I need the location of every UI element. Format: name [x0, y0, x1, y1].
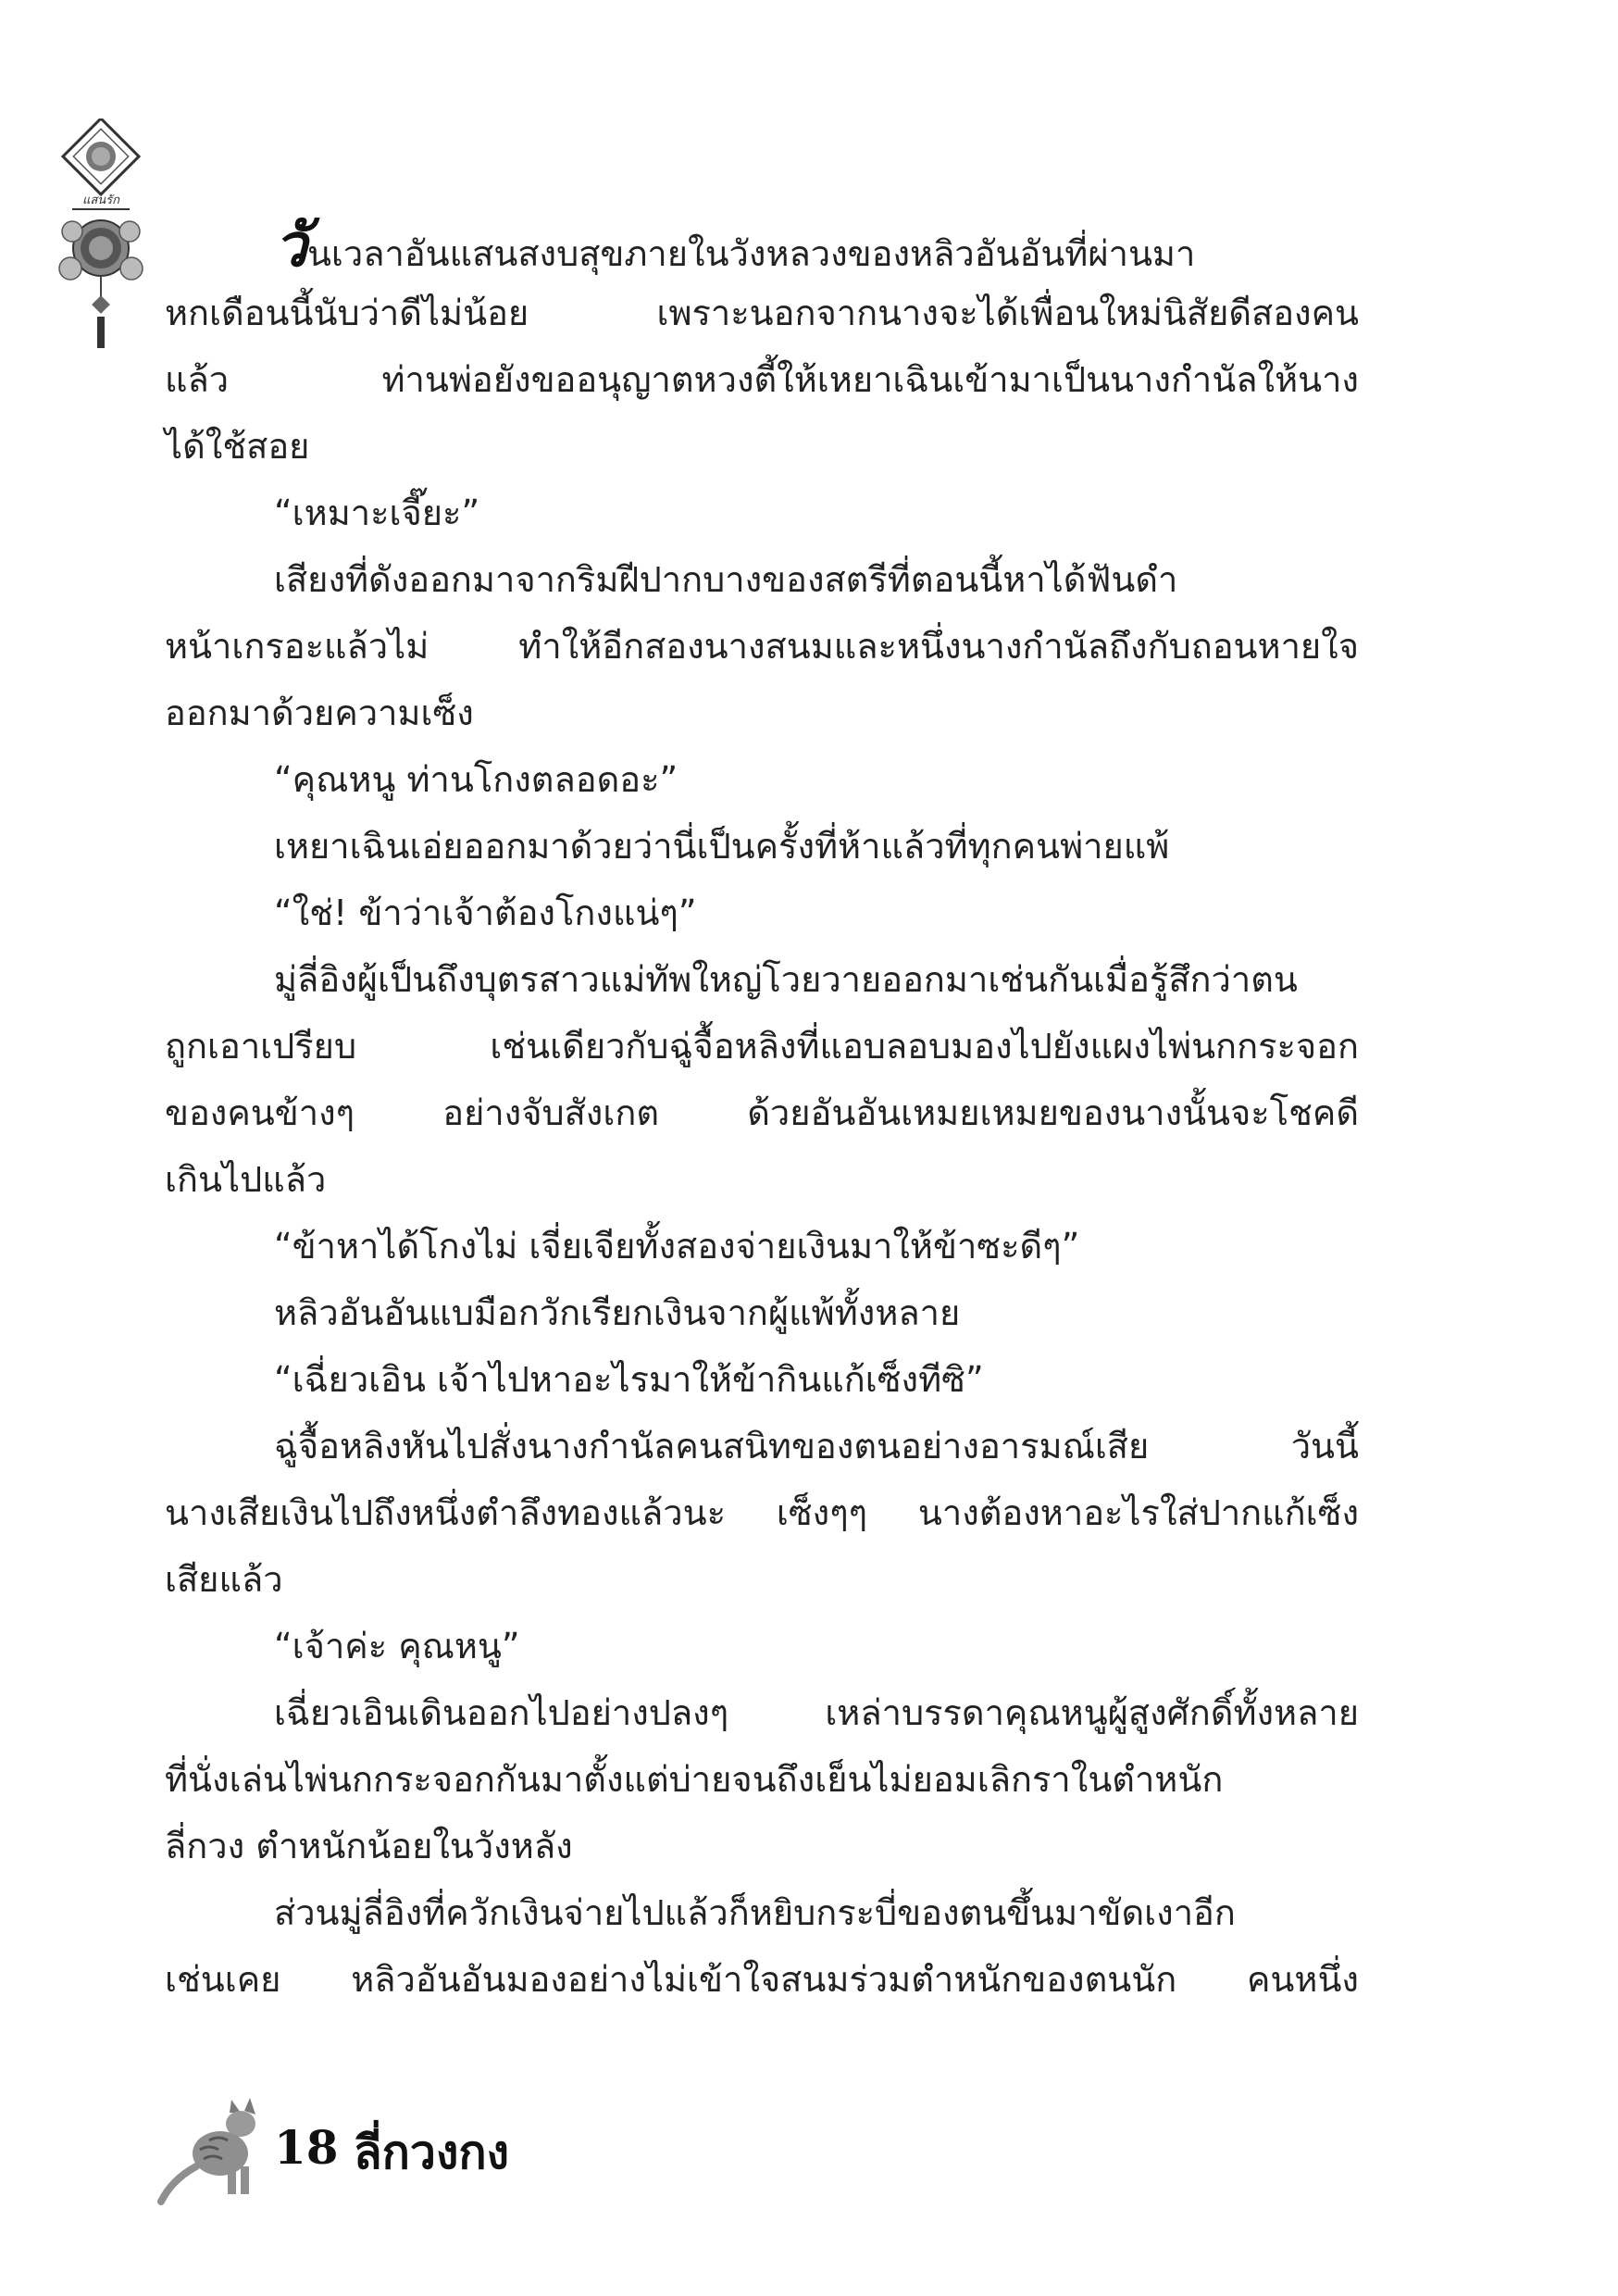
paragraph-line: หกเดือนนี้นับว่าดีไม่น้อย เพราะนอกจากนางจะได้เพื่อนใหม่นิสัยดีสองคน — [165, 293, 1359, 333]
paragraph-line: ลี่กวง ตำหนักน้อยในวังหลัง — [165, 1826, 573, 1866]
paragraph-line: “ข้าหาได้โกงไม่ เจี่ยเจียทั้งสองจ่ายเงินมาให้ข้าซะดีๆ” — [274, 1226, 1080, 1267]
drop-cap: วั — [274, 212, 307, 281]
paragraph-line: เหยาเฉินเอ่ยออกมาด้วยว่านี่เป็นครั้งที่ห้าแล้วที่ทุกคนพ่ายแพ้ — [274, 826, 1170, 867]
paragraph-line: เสียแล้ว — [165, 1559, 283, 1600]
paragraph-line: เสียงที่ดังออกมาจากริมฝีปากบางของสตรีที่ตอนนี้หาได้ฟันดำ — [274, 559, 1178, 600]
paragraph-line: หลิวอันอันแบมือกวักเรียกเงินจากผู้แพ้ทั้งหลาย — [274, 1292, 961, 1333]
paragraph-line: หน้าเกรอะแล้วไม่ ทำให้อีกสองนางสนมและหนึ่งนางกำนัลถึงกับถอนหายใจ — [165, 626, 1359, 667]
paragraph-line: เฉี่ยวเอินเดินออกไปอย่างปลงๆ เหล่าบรรดาคุณหนูผู้สูงศักดิ์ทั้งหลาย — [274, 1692, 1359, 1733]
book-title: ลี่กวงกง — [354, 2126, 510, 2179]
body-text — [165, 213, 1359, 2013]
paragraph-line: “ใช่! ข้าว่าเจ้าต้องโกงแน่ๆ” — [274, 892, 697, 933]
paragraph-line: แล้ว ท่านพ่อยังขออนุญาตหวงตี้ให้เหยาเฉินเข้ามาเป็นนางกำนัลให้นาง — [165, 359, 1359, 400]
paragraph-line: ของคนข้างๆ อย่างจับสังเกต ด้วยอันอันเหมยเหมยของนางนั้นจะโชคดี — [165, 1092, 1359, 1133]
cat-icon — [156, 2094, 267, 2205]
paragraph-line: “คุณหนู ท่านโกงตลอดอะ” — [274, 759, 678, 800]
paragraph-line: “เฉี่ยวเอิน เจ้าไปหาอะไรมาให้ข้ากินแก้เซ็งทีซิ” — [274, 1359, 984, 1400]
ornament-label: แสนรัก — [81, 193, 120, 207]
paragraph-line: เกินไปแล้ว — [165, 1159, 327, 1200]
paragraph-line: เช่นเคย หลิวอันอันมองอย่างไม่เข้าใจสนมร่วมตำหนักของตนนัก คนหนึ่ง — [165, 1959, 1359, 2000]
paragraph-line: “เจ้าค่ะ คุณหนู” — [274, 1626, 520, 1666]
paragraph-line: ถูกเอาเปรียบ เช่นเดียวกับฉู่จื้อหลิงที่แอบลอบมองไปยังแผงไพ่นกกระจอก — [165, 1026, 1359, 1067]
paragraph-line: ออกมาด้วยความเซ็ง — [165, 693, 474, 733]
paragraph-line: ที่นั่งเล่นไพ่นกกระจอกกันมาตั้งแต่บ่ายจนถึงเย็นไม่ยอมเลิกราในตำหนัก — [165, 1759, 1224, 1800]
paragraph-line: มู่ลี่อิงผู้เป็นถึงบุตรสาวแม่ทัพใหญ่โวยวายออกมาเช่นกันเมื่อรู้สึกว่าตน — [274, 959, 1298, 1000]
paragraph-line: ได้ใช้สอย — [165, 426, 310, 467]
paragraph-line: นางเสียเงินไปถึงหนึ่งตำลึงทองแล้วนะ เซ็งๆๆ นางต้องหาอะไรใส่ปากแก้เซ็ง — [165, 1492, 1359, 1533]
chinese-ornament-icon — [54, 119, 148, 359]
paragraph-line: “เหมาะเจี๊ยะ” — [274, 493, 480, 533]
paragraph-line: ฉู่จื้อหลิงหันไปสั่งนางกำนัลคนสนิทของตนอย่างอารมณ์เสีย วันนี้ — [274, 1426, 1359, 1466]
page-number: 18 — [274, 2120, 339, 2175]
paragraph-line: วันเวลาอันแสนสงบสุขภายในวังหลวงของหลิวอันอันที่ผ่านมา — [274, 212, 1196, 281]
paragraph-line: ส่วนมู่ลี่อิงที่ควักเงินจ่ายไปแล้วก็หยิบกระบี่ของตนขึ้นมาขัดเงาอีก — [274, 1892, 1236, 1933]
